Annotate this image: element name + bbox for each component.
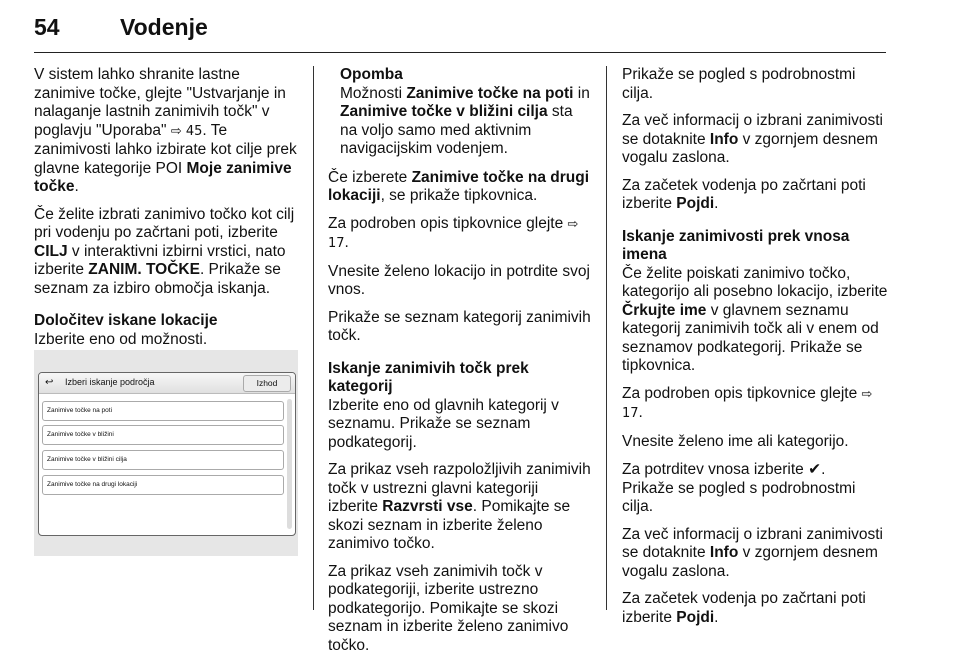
- page-reference[interactable]: ⇨ 17: [622, 386, 873, 421]
- back-icon[interactable]: ↩: [45, 377, 54, 388]
- subheading: Določitev iskane lokacije: [34, 312, 218, 329]
- screenshot-figure: [34, 350, 298, 556]
- column-divider: [606, 66, 607, 610]
- paragraph: Izberite eno od možnosti.: [34, 330, 208, 348]
- page-reference[interactable]: ⇨ 45: [170, 123, 203, 139]
- column-3: [622, 66, 888, 636]
- paragraph: Za potrditev vnosa izberite ✔.: [622, 460, 826, 478]
- infotainment-screen: [38, 372, 296, 536]
- paragraph: Vnesite želeno lokacijo in potrdite svoj vnos.: [328, 262, 590, 298]
- checkmark-icon: ✔: [808, 460, 822, 478]
- paragraph: Prikaže se seznam kategorij zanimivih točk.: [328, 308, 591, 344]
- paragraph: Za prikaz vseh razpoložljivih zanimivih točk v ustrezni glavni kategoriji izberite Razvrsti vse. Pomikajte se skozi seznam in izberite želeno zanimivo točko.: [328, 461, 591, 552]
- note-box: [328, 66, 592, 159]
- paragraph: Za podroben opis tipkovnice glejte ⇨ 17.: [622, 384, 873, 421]
- paragraph: V sistem lahko shranite lastne zanimive točke, glejte "Ustvarjanje in nalaganje lastnih zanimivih točk" v poglavju "Uporaba" ⇨ 45. Te zanimivosti lahko izbirate kot cilje prek glavne kategorije POI Moje zanimive točke.: [34, 66, 297, 195]
- screen-title-bar: [39, 373, 295, 394]
- subheading: Iskanje zanimivih točk prek kategorij: [328, 359, 529, 395]
- paragraph: Za več informacij o izbrani zanimivosti se dotaknite Info v zgornjem desnem vogalu zaslona.: [622, 112, 884, 166]
- paragraph: Za začetek vodenja po začrtani poti izberite Pojdi.: [622, 176, 866, 212]
- option-pois-nearby[interactable]: Zanimive točke v bližini: [42, 425, 284, 445]
- option-pois-on-route[interactable]: Zanimive točke na poti: [42, 401, 284, 421]
- subheading: Iskanje zanimivosti prek vnosa imena: [622, 227, 850, 263]
- column-2: [328, 66, 592, 664]
- paragraph: Prikaže se pogled s podrobnostmi cilja.: [622, 66, 856, 102]
- option-pois-other-location[interactable]: Zanimive točke na drugi lokaciji: [42, 475, 284, 495]
- column-1: [34, 66, 302, 358]
- page-reference[interactable]: ⇨ 17: [328, 216, 579, 251]
- exit-button[interactable]: Izhod: [243, 375, 291, 392]
- page-header: [34, 14, 886, 53]
- paragraph: Prikaže se pogled s podrobnostmi cilja.: [622, 479, 856, 515]
- paragraph: Vnesite želeno ime ali kategorijo.: [622, 432, 849, 450]
- note-text: Možnosti Zanimive točke na poti in Zanimive točke v bližini cilja sta na voljo samo med aktivnim navigacijskim vodenjem.: [340, 84, 590, 157]
- paragraph: Za prikaz vseh zanimivih točk v podkategoriji, izberite ustrezno podkategorijo. Pomikajte se skozi seznam in izberite želeno zanimivo točko.: [328, 562, 569, 654]
- column-divider: [313, 66, 314, 610]
- paragraph: Za več informacij o izbrani zanimivosti se dotaknite Info v zgornjem desnem vogalu zaslona.: [622, 525, 884, 580]
- option-pois-near-destination[interactable]: Zanimive točke v bližini cilja: [42, 450, 284, 470]
- paragraph: Za začetek vodenja po začrtani poti izberite Pojdi.: [622, 590, 866, 626]
- paragraph: Za podroben opis tipkovnice glejte ⇨ 17.: [328, 214, 579, 251]
- page-number: 54: [34, 14, 60, 40]
- paragraph: Izberite eno od glavnih kategorij v seznamu. Prikaže se seznam podkategorij.: [328, 396, 559, 451]
- paragraph: Če želite izbrati zanimivo točko kot cilj pri vodenju po začrtani poti, izberite CILJ v interaktivni izbirni vrstici, nato izberite ZANIM. TOČKE. Prikaže se seznam za izbiro območja iskanja.: [34, 205, 295, 297]
- section-title: Vodenje: [120, 14, 208, 40]
- screen-title: Izberi iskanje področja: [65, 377, 155, 387]
- scrollbar[interactable]: [287, 399, 292, 529]
- paragraph: Če želite poiskati zanimivo točko, kategorijo ali posebno lokacijo, izberite Črkujte ime v glavnem seznamu kategorij zanimivih točk ali v enem od seznamov podkategorij. Prikaže se tipkovnica.: [622, 264, 888, 374]
- note-title: Opomba: [340, 66, 403, 83]
- paragraph: Če izberete Zanimive točke na drugi lokaciji, se prikaže tipkovnica.: [328, 168, 590, 204]
